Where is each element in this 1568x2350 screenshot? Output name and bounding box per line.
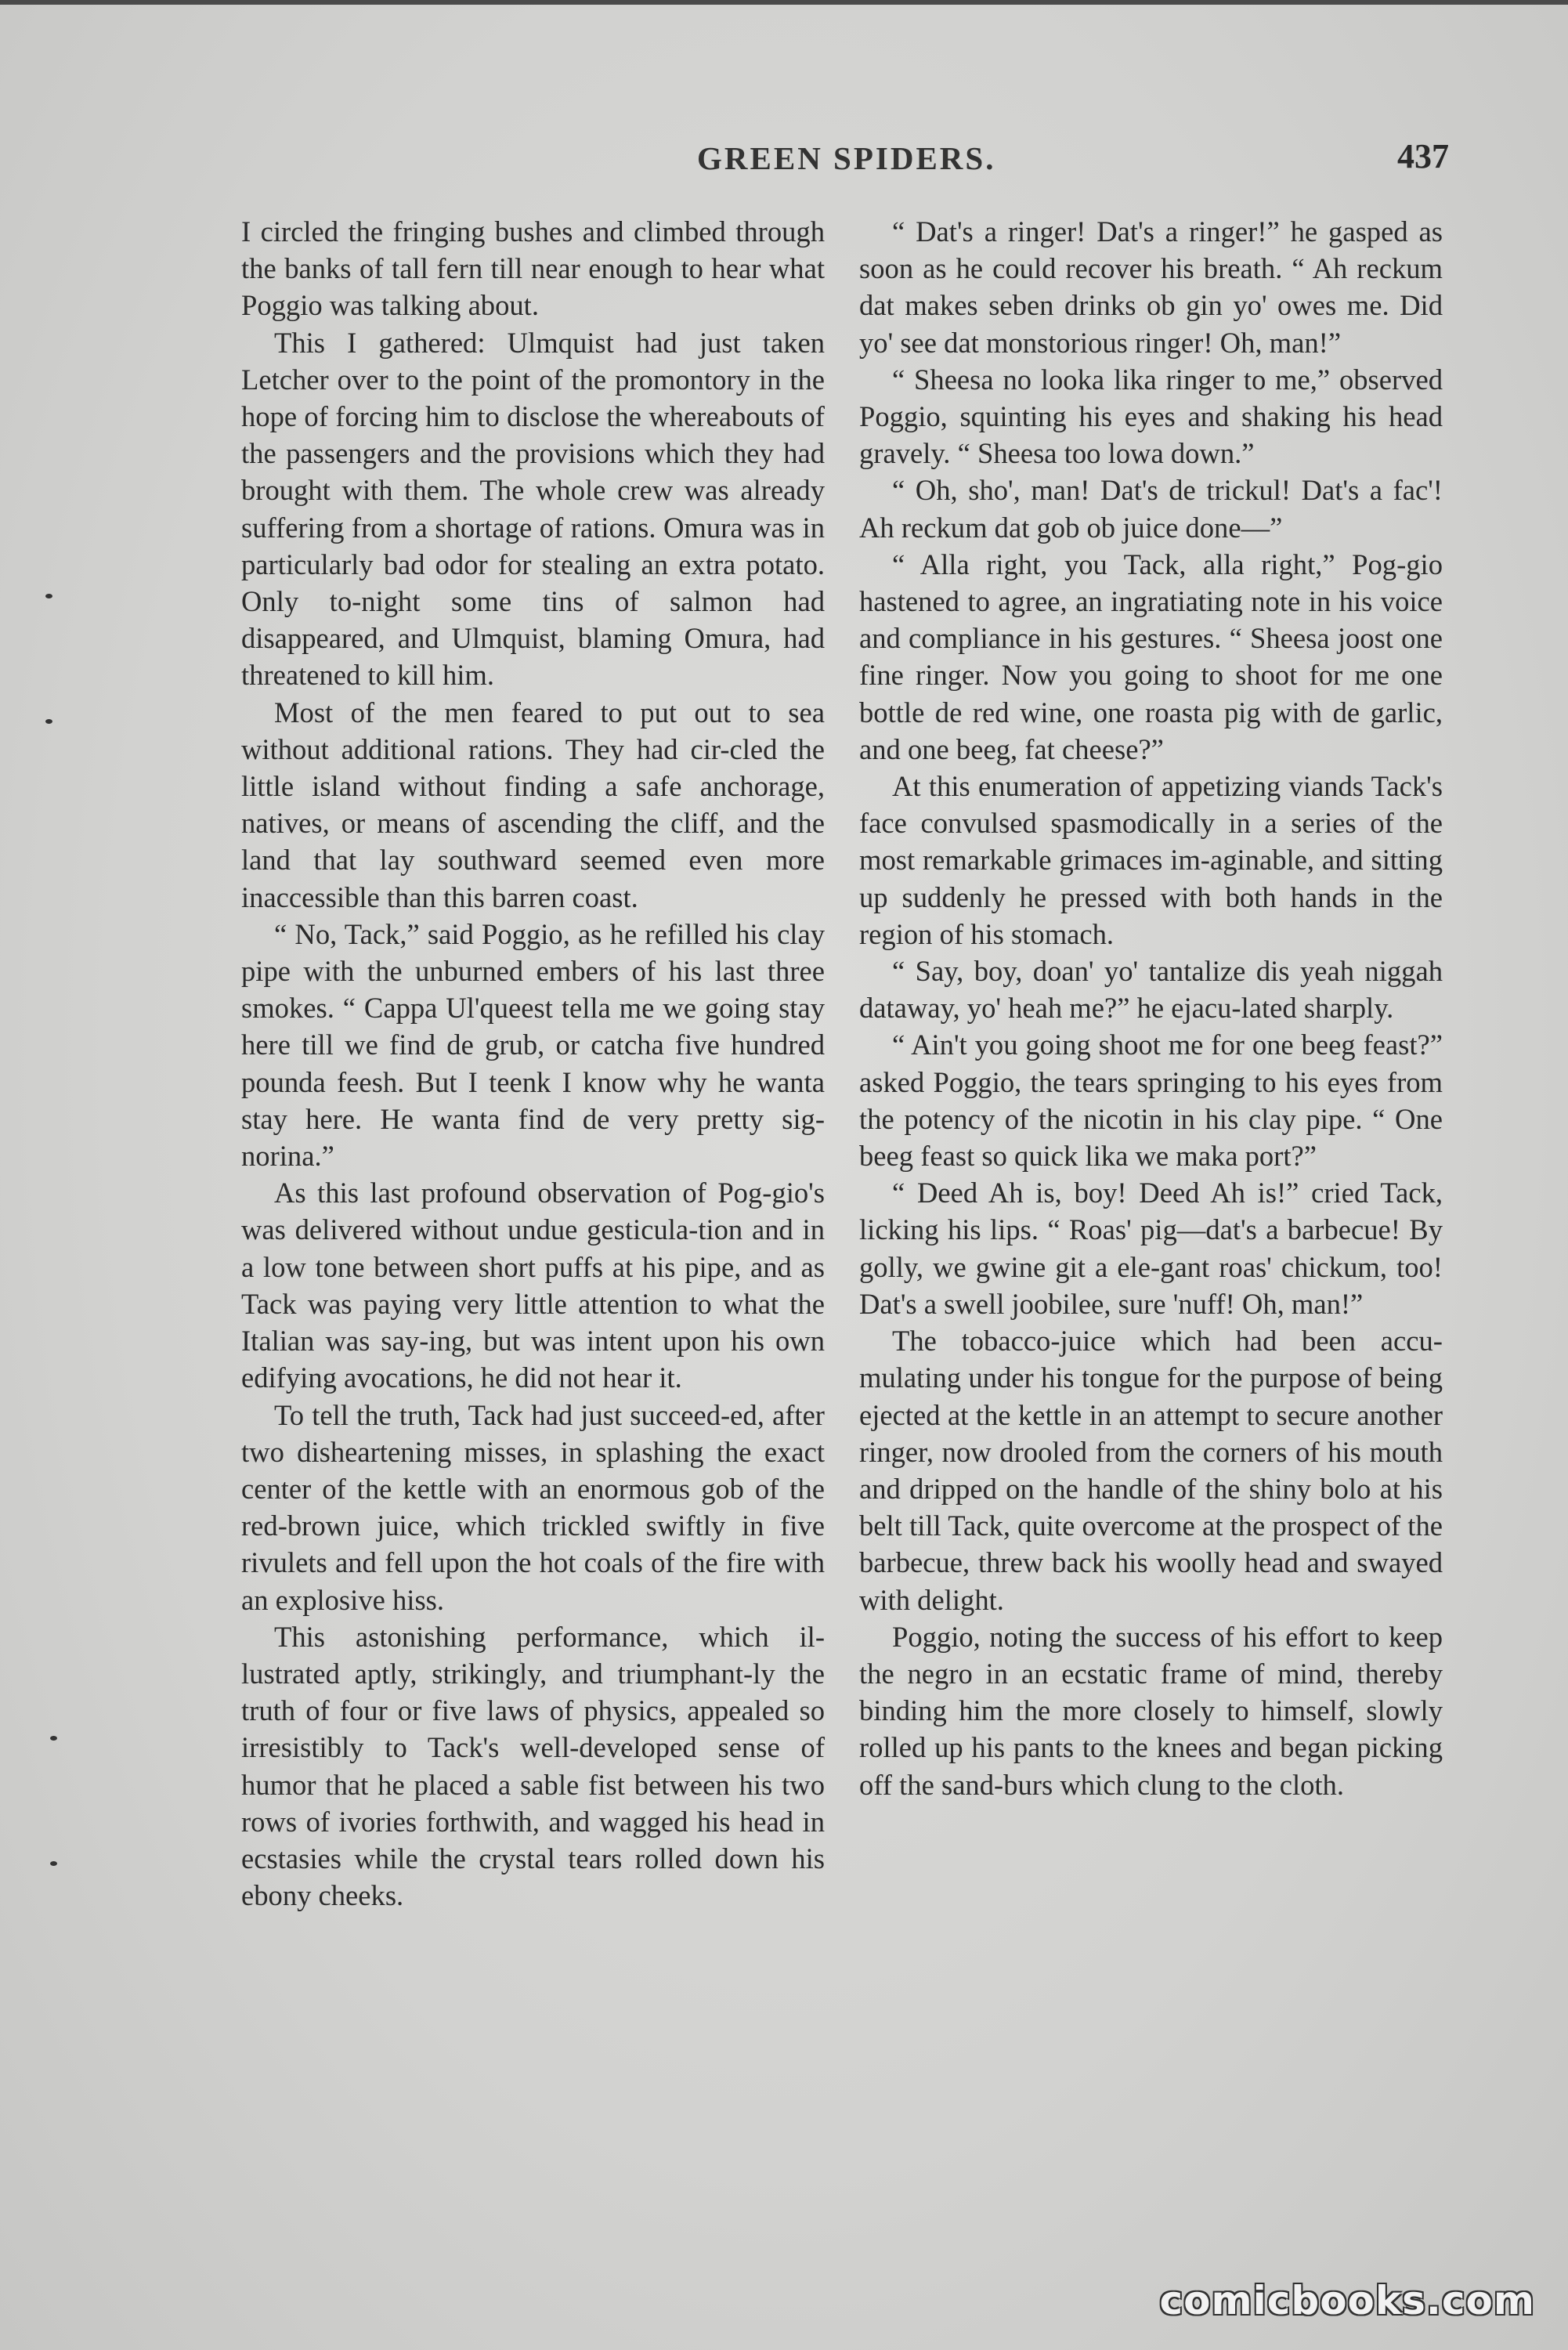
paragraph: The tobacco-juice which had been accu-mulating under his tongue for the purpose of being ejected at the kettle in an attempt to secure another ringer, now drooled from the corners of his mouth and dripped on the handle of the shiny bolo at his belt till Tack, quite overcome at the prospect of the barbecue, threw back his woolly head and swayed with delight.	[859, 1325, 1443, 1616]
paragraph: “ Oh, sho', man! Dat's de trickul! Dat's a fac'! Ah reckum dat gob ob juice done—”	[859, 474, 1443, 544]
watermark: comicbooks.com	[1159, 2278, 1535, 2323]
paragraph: This I gathered: Ulmquist had just taken Letcher over to the point of the promontory in the hope of forcing him to disclose the whereabouts of the passengers and the provisions which they had brought with them. The whole crew was already suffering from a shortage of rations. Omura was in particularly bad odor for stealing an extra potato. Only to-night some tins of salmon had disappeared, and Ulmquist, blaming Omura, had threatened to kill him.	[241, 326, 825, 692]
paragraph: “ Dat's a ringer! Dat's a ringer!” he gasped as soon as he could recover his breath. “ Ah reckum dat makes seben drinks ob gin yo' owes me. Did yo' see dat monstorious ringer! Oh, man!”	[859, 215, 1443, 359]
paragraph: As this last profound observation of Pog-gio's was delivered without undue gesticula-tion and in a low tone between short puffs at his pipe, and as Tack was paying very little attention to what the Italian was say-ing, but was intent upon his own edifying avocations, he did not hear it.	[241, 1177, 825, 1394]
paragraph: I circled the fringing bushes and climbed through the banks of tall fern till near enough to hear what Poggio was talking about.	[241, 215, 825, 322]
paragraph: At this enumeration of appetizing viands Tack's face convulsed spasmodically in a series of the most remarkable grimaces im-aginable, and sitting up suddenly he pressed with both hands in the region of his stomach.	[859, 770, 1443, 950]
page-speck	[50, 1736, 57, 1741]
paragraph: “ No, Tack,” said Poggio, as he refilled his clay pipe with the unburned embers of his last three smokes. “ Cappa Ul'queest tella me we going stay here till we find de grub, or catcha five hundred pounda feesh. But I teenk I know why he wanta stay here. He wanta find de very pretty sig-norina.”	[241, 917, 825, 1173]
paragraph: “ Alla right, you Tack, alla right,” Pog-gio hastened to agree, an ingratiating note in his voice and compliance in his gestures. “ Sheesa joost one fine ringer. Now you going to shoot for me one bottle de red wine, one roasta pig with de garlic, and one beeg, fat cheese?”	[859, 548, 1443, 765]
page-speck	[50, 1861, 57, 1866]
paragraph: “ Say, boy, doan' yo' tantalize dis yeah niggah dataway, yo' heah me?” he ejacu-lated sharply.	[859, 955, 1443, 1025]
page-speck	[45, 594, 52, 598]
paragraph: “ Sheesa no looka lika ringer to me,” observed Poggio, squinting his eyes and shaking his head gravely. “ Sheesa too lowa down.”	[859, 363, 1443, 470]
left-column	[241, 213, 825, 1914]
page-speck	[45, 719, 52, 724]
right-column	[859, 213, 1443, 1803]
running-title: GREEN SPIDERS.	[697, 140, 996, 176]
paragraph: To tell the truth, Tack had just succeed-ed, after two disheartening misses, in splashing the exact center of the kettle with an enormous gob of the red-brown juice, which trickled swiftly in five rivulets and fell upon the hot coals of the fire with an explosive hiss.	[241, 1398, 825, 1616]
page-number: 437	[1397, 137, 1449, 175]
paragraph: “ Ain't you going shoot me for one beeg feast?” asked Poggio, the tears springing to his eyes from the potency of the nicotin in his clay pipe. “ One beeg feast so quick lika we maka port?”	[859, 1029, 1443, 1173]
paragraph: Most of the men feared to put out to sea without additional rations. They had cir-cled the little island without finding a safe anchorage, natives, or means of ascending the cliff, and the land that lay southward seemed even more inaccessible than this barren coast.	[241, 696, 825, 913]
paragraph: This astonishing performance, which il-lustrated aptly, strikingly, and triumphant-ly the truth of four or five laws of physics, appealed so irresistibly to Tack's well-developed sense of humor that he placed a sable fist between his two rows of ivories forthwith, and wagged his head in ecstasies while the crystal tears rolled down his ebony cheeks.	[241, 1620, 825, 1912]
running-header	[235, 139, 1449, 183]
paragraph: “ Deed Ah is, boy! Deed Ah is!” cried Tack, licking his lips. “ Roas' pig—dat's a barbecue! By golly, we gwine git a ele-gant roas' chickum, too! Dat's a swell joobilee, sure 'nuff! Oh, man!”	[859, 1177, 1443, 1320]
paragraph: Poggio, noting the success of his effort to keep the negro in an ecstatic frame of mind, thereby binding him the more closely to himself, slowly rolled up his pants to the knees and began picking off the sand-burs which clung to the cloth.	[859, 1620, 1443, 1801]
page-top-edge	[0, 0, 1568, 5]
